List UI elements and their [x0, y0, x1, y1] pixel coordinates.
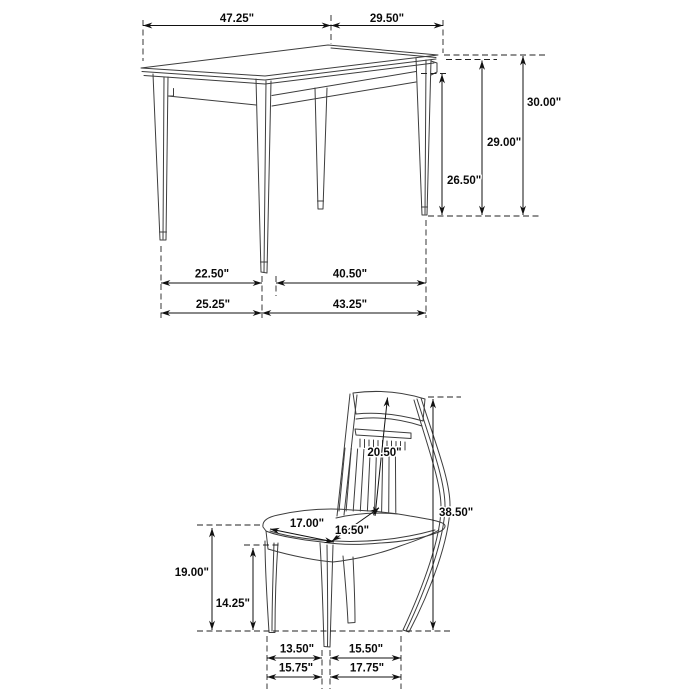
table-height-dims — [421, 55, 561, 216]
dim-chair-front-outer-span: 15.75" — [278, 662, 314, 675]
dim-table-top-depth: 29.50" — [369, 13, 405, 25]
chair-seat-height-dims — [175, 525, 279, 630]
chair-top-rail-lower-line — [356, 418, 422, 426]
table-top — [141, 45, 438, 76]
table-drawing — [141, 45, 438, 273]
dim-chair-seat-depth: 16.50" — [334, 525, 370, 537]
table-floor-span-dims — [161, 220, 426, 318]
dim-table-side-outer-span: 43.25" — [332, 299, 368, 311]
dim-table-front-outer-span: 25.25" — [195, 299, 231, 311]
chair-seat-back-edge — [336, 513, 398, 518]
table-apron-bracket — [168, 89, 174, 97]
dim-chair-leg-height: 14.25" — [215, 598, 250, 610]
dim-table-apron-clearance: 26.50" — [447, 175, 482, 187]
dim-table-overall-height: 30.00" — [527, 97, 562, 109]
table-apron-left — [168, 96, 256, 105]
dim-chair-front-inner-span: 13.50" — [279, 643, 315, 656]
dim-chair-back-height: 20.50" — [367, 447, 402, 459]
chair-floor-span-dims — [267, 636, 401, 689]
dim-table-top-length: 47.25" — [219, 13, 255, 25]
table-leg-back — [315, 88, 327, 209]
dim-table-side-inner-span: 40.50" — [332, 268, 368, 281]
dim-chair-side-inner-span: 15.50" — [348, 643, 384, 656]
chair-top-rail — [353, 391, 425, 421]
table-leg-right — [416, 58, 431, 215]
table-leg-left — [153, 74, 168, 240]
table-leg-near — [256, 79, 271, 273]
dim-chair-seat-height: 19.00" — [174, 567, 209, 579]
dim-chair-side-outer-span: 17.75" — [349, 662, 385, 675]
table-top-back-edge — [331, 48, 436, 58]
dim-chair-overall-height: 38.50" — [439, 507, 474, 519]
dim-chair-seat-width: 17.00" — [289, 518, 325, 530]
dim-table-underside-height: 29.00" — [487, 137, 522, 149]
chair-rear-left-leg — [343, 556, 355, 623]
dim-table-front-inner-span: 22.50" — [194, 268, 230, 281]
chair-front-left-leg — [265, 541, 278, 633]
